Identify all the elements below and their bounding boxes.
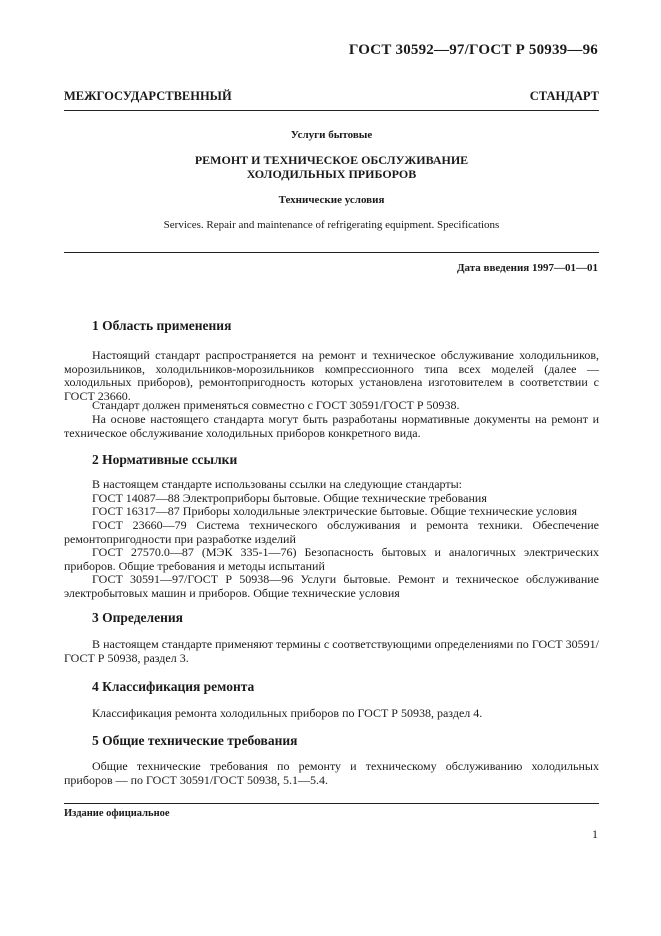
header-rule: [64, 110, 599, 111]
section-1-heading: 1 Область применения: [92, 318, 232, 333]
document-subtitle: Технические условия: [278, 194, 385, 206]
reference-item: ГОСТ 14087—88 Электроприборы бытовые. Общие технические требования: [92, 491, 487, 505]
title-line-1: РЕМОНТ И ТЕХНИЧЕСКОЕ ОБСЛУЖИВАНИЕ: [194, 153, 469, 167]
section-4-heading: 4 Классификация ремонта: [92, 679, 255, 694]
section-2-intro: В настоящем стандарте использованы ссылки на следующие стандарты:: [92, 477, 463, 491]
title-rule: [64, 252, 599, 253]
standard-type-banner: МЕЖГОСУДАРСТВЕННЫЙ СТАНДАРТ: [64, 89, 599, 103]
reference-item: ГОСТ 16317—87 Приборы холодильные электрические бытовые. Общие технические условия: [92, 504, 577, 518]
section-3-heading: 3 Определения: [92, 610, 183, 625]
section-3-paragraph: В настоящем стандарте применяют термины с соответствующими определениями по ГОСТ 30591/ГОСТ Р 50938, раздел 3.: [64, 637, 599, 665]
reference-item: ГОСТ 30591—97/ГОСТ Р 50938—96 Услуги бытовые. Ремонт и техническое обслуживание электробытовых машин и приборов. Общие технические условия: [64, 572, 599, 600]
reference-item: ГОСТ 27570.0—87 (МЭК 335-1—76) Безопасность бытовых и аналогичных электрических приборов. Общие требования и методы испытаний: [64, 545, 599, 573]
footer-rule: [64, 803, 599, 804]
document-group: Услуги бытовые: [290, 129, 373, 141]
section-5-paragraph: Общие технические требования по ремонту и техническому обслуживанию холодильных приборов — по ГОСТ 30591/ГОСТ 50938, 5.1—5.4.: [64, 759, 599, 787]
section-1-paragraph-2: Стандарт должен применяться совместно с ГОСТ 30591/ГОСТ Р 50938.: [92, 398, 460, 412]
section-4-paragraph: Классификация ремонта холодильных приборов по ГОСТ Р 50938, раздел 4.: [92, 706, 483, 720]
section-1-paragraph-3: На основе настоящего стандарта могут быть разработаны нормативные документы на ремонт и техническое обслуживание холодильных приборов конкретного вида.: [64, 412, 599, 440]
section-1-paragraph-1: Настоящий стандарт распространяется на ремонт и техническое обслуживание холодильников, морозильников, холодильников-морозильников компрессионного типа всех моделей (далее — холодильных приборов), ремонтопригодность которых установлена изготовителем в соответствии с ГОСТ 23660.: [64, 348, 599, 403]
title-line-2: ХОЛОДИЛЬНЫХ ПРИБОРОВ: [246, 167, 417, 181]
section-2-heading: 2 Нормативные ссылки: [92, 452, 238, 467]
page-number: 1: [592, 827, 598, 841]
document-title: [64, 153, 599, 181]
section-5-heading: 5 Общие технические требования: [92, 733, 298, 748]
introduction-date: Дата введения 1997—01—01: [456, 262, 598, 274]
gost-number-header: ГОСТ 30592—97/ГОСТ Р 50939—96: [348, 42, 598, 58]
edition-note: Издание официальное: [64, 808, 170, 819]
reference-item: ГОСТ 23660—79 Система технического обслуживания и ремонта техники. Обеспечение ремонтопригодности при разработке изделий: [64, 518, 599, 546]
english-title: Services. Repair and maintenance of refrigerating equipment. Specifications: [163, 219, 500, 231]
